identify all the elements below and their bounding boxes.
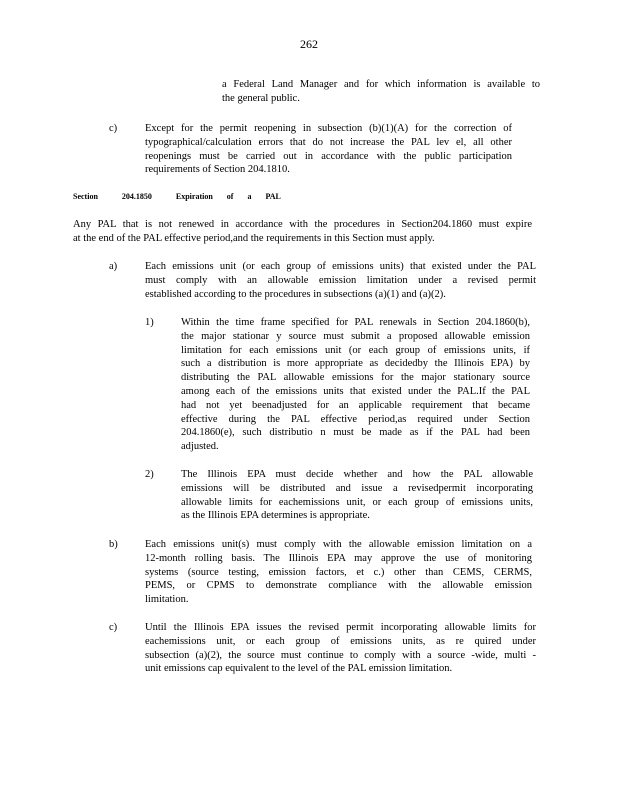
text-line: effective during the PAL effective period,as required under Section	[181, 413, 530, 425]
item-a1-paragraph	[181, 316, 530, 454]
text-line: 204.1860(e), such distributio n must be made as if the PAL had been	[181, 427, 530, 439]
item-c-previous-paragraph	[145, 122, 512, 177]
text-line: PEMS, or CPMS to demonstrate compliance with the allowable emission	[145, 580, 532, 592]
text-line: distributing the PAL allowable emissions for the major stationary source	[181, 372, 530, 384]
text-line: requirements of Section 204.1810.	[145, 164, 290, 176]
text-line: Each emissions unit (or each group of emissions units) that existed under the PAL	[145, 261, 536, 272]
continuation-paragraph	[222, 78, 540, 106]
section-number: 204.1850	[121, 192, 152, 201]
text-line: emissions will be distributed and issue a revisedpermit incorporating	[181, 482, 533, 494]
text-line: must comply with an allowable emission limitation under a revised permit	[145, 274, 536, 286]
text-line: adjusted.	[181, 441, 219, 453]
text-line: the major stationar y source must submit a proposed allowable emission	[181, 330, 530, 342]
text-line: the general public.	[222, 92, 300, 104]
text-line: at the end of the PAL effective period,and the requirements in this Section must apply.	[73, 232, 435, 244]
page-number: 262	[300, 37, 318, 51]
text-line: typographical/calculation errors that do not increase the PAL lev el, all other	[145, 136, 512, 148]
section-label: Section	[73, 192, 98, 201]
text-line: among each of the emissions units that existed under the PAL.If the PAL	[181, 385, 530, 397]
text-line: such a distribution is more appropriate as decidedby the Illinois EPA) by	[181, 358, 530, 370]
item-b-paragraph	[145, 538, 532, 607]
text-line: Each emissions unit(s) must comply with the allowable emission limitation on a	[145, 539, 532, 550]
item-marker: a)	[109, 261, 118, 272]
text-line: subsection (a)(2), the source must continue to comply with a source -wide, multi -	[145, 649, 536, 661]
text-line: Until the Illinois EPA issues the revised permit incorporating allowable limits for	[145, 622, 536, 633]
item-c-paragraph	[145, 621, 536, 676]
section-heading	[73, 192, 281, 202]
subitem-marker: 1)	[145, 317, 154, 328]
text-line: reopenings must be carried out in accordance with the public participation	[145, 150, 512, 162]
text-line: unit emissions cap equivalent to the level of the PAL emission limitation.	[145, 663, 453, 675]
text-line: systems (source testing, emission factors, et c.) other than CEMS, CERMS,	[145, 566, 532, 578]
text-line: established according to the procedures in subsections (a)(1) and (a)(2).	[145, 288, 446, 300]
text-line: limitation for each emissions unit (or each group of emissions units, if	[181, 344, 530, 356]
text-line: Within the time frame specified for PAL renewals in Section 204.1860(b),	[181, 317, 530, 328]
item-marker: b)	[109, 539, 118, 550]
text-line: 12-month rolling basis. The Illinois EPA may approve the use of monitoring	[145, 552, 532, 564]
text-line: eachemissions unit, or each group of emissions units, as re quired under	[145, 635, 536, 647]
text-line: Any PAL that is not renewed in accordance with the procedures in Section204.1860 must expire	[73, 219, 532, 230]
text-line: as the Illinois EPA determines is appropriate.	[181, 510, 370, 522]
item-a2-paragraph	[181, 468, 533, 523]
text-line: a Federal Land Manager and for which information is available to	[222, 79, 540, 90]
section-title: Expiration of a PAL	[175, 192, 281, 201]
item-a-paragraph	[145, 260, 536, 301]
text-line: The Illinois EPA must decide whether and how the PAL allowable	[181, 469, 533, 480]
item-marker: c)	[109, 123, 118, 134]
text-line: allowable limits for eachemissions unit, or each group of emissions units,	[181, 496, 533, 508]
intro-paragraph	[73, 218, 532, 246]
text-line: limitation.	[145, 594, 189, 606]
item-marker: c)	[109, 622, 118, 633]
text-line: had not yet beenadjusted for an applicable requirement that became	[181, 399, 530, 411]
text-line: Except for the permit reopening in subsection (b)(1)(A) for the correction of	[145, 123, 512, 134]
subitem-marker: 2)	[145, 469, 154, 480]
